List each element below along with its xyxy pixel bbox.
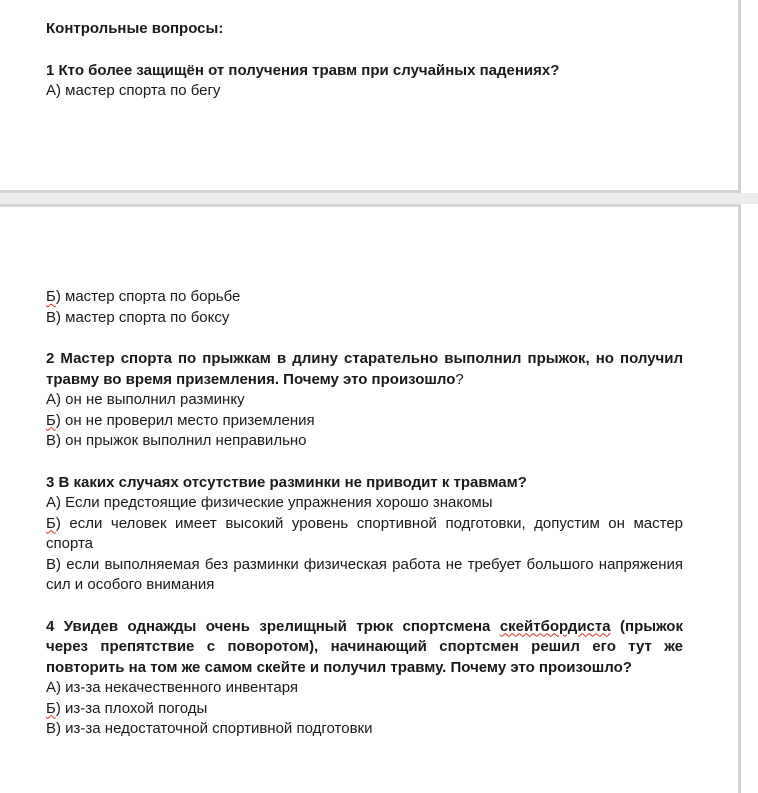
question-4-text: 4 Увидев однажды очень зрелищный трюк спортсмена скейтбордиста (прыжок через препятствие с поворотом), начинающий спортсмен решил его тут же повторить на том же самом скейте и получил травму. Почему это произошло? — [46, 617, 683, 676]
question-4-option-b: Б) из-за плохой погоды — [46, 699, 208, 717]
question-1-text: 1 Кто более защищён от получения травм при случайных падениях? — [46, 61, 560, 79]
question-4-option-v: В) из-за недостаточной спортивной подготовки — [46, 720, 373, 737]
question-1-option-a: А) мастер спорта по бегу — [46, 82, 221, 99]
document-heading: Контрольные вопросы: — [46, 20, 224, 37]
page-1-content — [46, 19, 683, 102]
document-page-2 — [0, 204, 741, 793]
question-4-option-a: А) из-за некачественного инвентаря — [46, 679, 298, 696]
page-2-content — [46, 287, 683, 740]
page-separator — [0, 193, 758, 204]
question-3-option-v: В) если выполняемая без разминки физическая работа не требует большого напряжения сил и особого внимания — [46, 555, 683, 593]
question-1-option-v: В) мастер спорта по боксу — [46, 308, 230, 326]
question-2-text: 2 Мастер спорта по прыжкам в длину старательно выполнил прыжок, но получил травму во время приземления. Почему это произошло? — [46, 350, 683, 388]
spellcheck-mark: Б — [46, 411, 56, 429]
question-2-option-v: В) он прыжок выполнил неправильно — [46, 432, 307, 449]
spellcheck-underlined-word: скейтбордиста — [499, 617, 611, 635]
question-3-text: 3 В каких случаях отсутствие разминки не приводит к травмам? — [46, 473, 527, 491]
question-2-option-a: А) он не выполнил разминку — [46, 391, 245, 408]
question-3-option-a: А) Если предстоящие физические упражнения хорошо знакомы — [46, 494, 493, 511]
spellcheck-mark: Б — [46, 699, 56, 717]
question-1-option-b: Б) мастер спорта по борьбе — [46, 288, 241, 305]
question-2-option-b: Б) он не проверил место приземления — [46, 411, 315, 429]
question-3-option-b: Б) если человек имеет высокий уровень спортивной подготовки, допустим он мастер спорта — [46, 514, 683, 552]
spellcheck-mark: Б — [46, 288, 56, 305]
spellcheck-mark: Б — [46, 514, 56, 532]
document-page-1 — [0, 0, 741, 193]
